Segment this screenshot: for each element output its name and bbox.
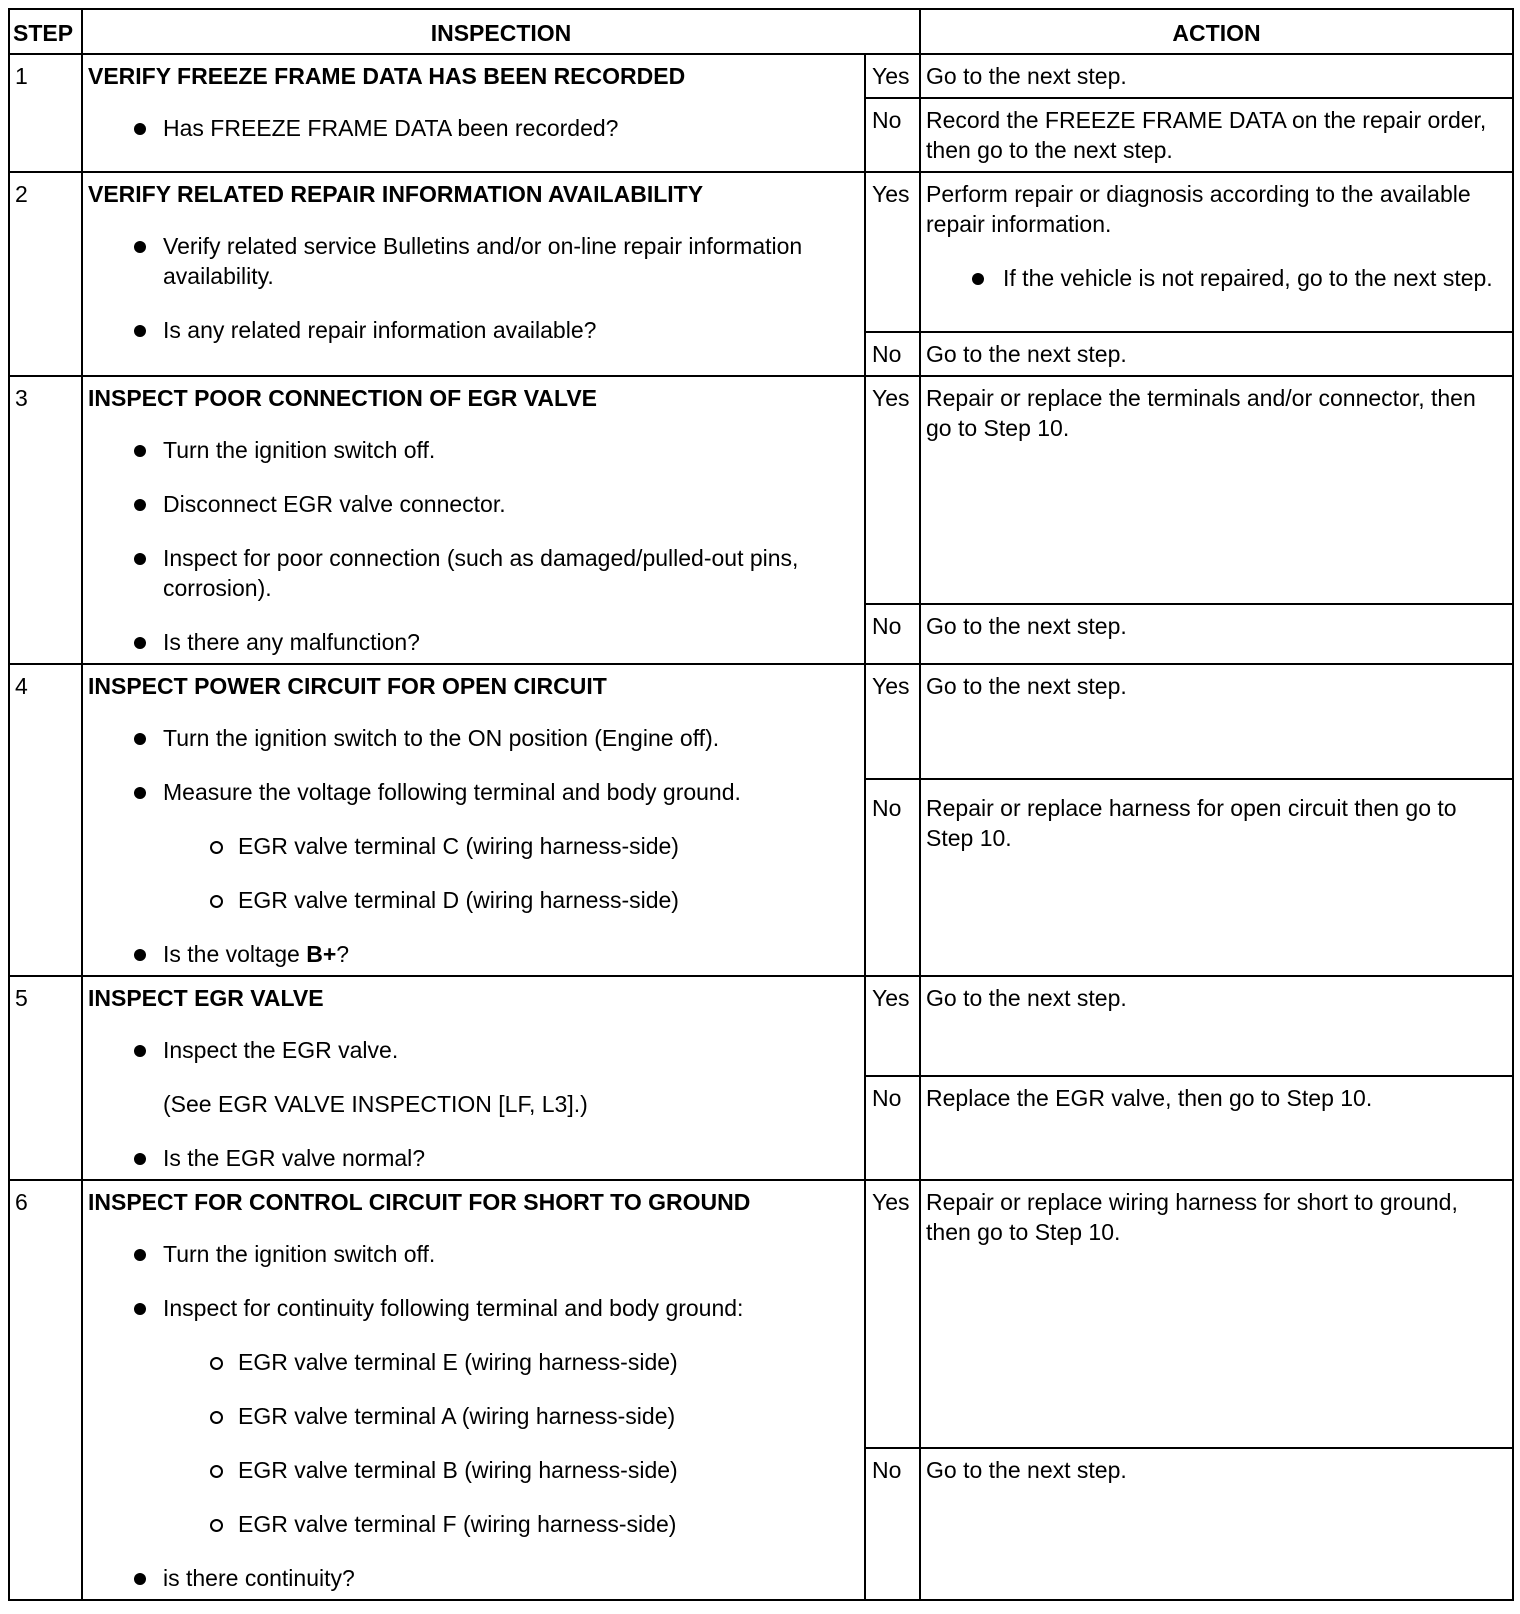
table-row (9, 976, 1513, 1076)
table-row (9, 54, 1513, 98)
step-number: 2 (9, 172, 82, 376)
inspection-bullet: Is there any malfunction? (88, 627, 859, 657)
inspection-sub-bullet: EGR valve terminal B (wiring harness-side) (88, 1455, 859, 1485)
inspection-sub-bullet: EGR valve terminal C (wiring harness-side) (88, 831, 859, 861)
yes-action: Go to the next step. (920, 976, 1513, 1076)
yes-label: Yes (865, 172, 920, 332)
inspection-sub-bullet: EGR valve terminal A (wiring harness-side) (88, 1401, 859, 1431)
inspection-bullet-text: Measure the voltage following terminal and body ground. (163, 779, 741, 805)
no-action: Record the FREEZE FRAME DATA on the repair order, then go to the next step. (920, 98, 1513, 172)
yes-action: Go to the next step. (920, 54, 1513, 98)
no-label: No (865, 332, 920, 376)
inspection-bullet (88, 1293, 859, 1539)
action-bullet: If the vehicle is not repaired, go to the next step. (926, 263, 1507, 293)
inspection-bullet (88, 939, 859, 969)
step-inspection (82, 376, 865, 664)
bullet-text: ? (336, 941, 350, 967)
inspection-sub-bullet: EGR valve terminal D (wiring harness-side) (88, 885, 859, 915)
header-step: STEP (9, 9, 82, 54)
yes-action: Go to the next step. (920, 664, 1513, 779)
yes-label: Yes (865, 1180, 920, 1448)
no-action: Go to the next step. (920, 332, 1513, 376)
inspection-bullet: Inspect for poor connection (such as damaged/pulled-out pins, corrosion). (88, 543, 859, 603)
inspection-bullet: Inspect the EGR valve. (88, 1035, 859, 1065)
inspection-sub-bullet: EGR valve terminal E (wiring harness-side) (88, 1347, 859, 1377)
inspection-bullet: Turn the ignition switch off. (88, 435, 859, 465)
yes-action: Perform repair or diagnosis according to the available repair information. (926, 181, 1471, 237)
yes-action: Repair or replace the terminals and/or connector, then go to Step 10. (920, 376, 1513, 604)
step-number: 6 (9, 1180, 82, 1600)
header-action: ACTION (920, 9, 1513, 54)
inspection-bullet: Disconnect EGR valve connector. (88, 489, 859, 519)
inspection-bullet: Verify related service Bulletins and/or on-line repair information availability. (88, 231, 859, 291)
yes-label: Yes (865, 54, 920, 98)
table-row (9, 664, 1513, 779)
no-action: Go to the next step. (920, 604, 1513, 664)
yes-action-cell (920, 172, 1513, 332)
header-inspection: INSPECTION (82, 9, 920, 54)
no-action: Replace the EGR valve, then go to Step 10. (920, 1076, 1513, 1180)
step-title: INSPECT EGR VALVE (88, 985, 324, 1011)
no-label: No (865, 604, 920, 664)
step-title: VERIFY FREEZE FRAME DATA HAS BEEN RECORDED (88, 63, 686, 89)
no-label: No (865, 98, 920, 172)
inspection-bullet: Has FREEZE FRAME DATA been recorded? (88, 113, 859, 143)
diagnostic-table (8, 8, 1514, 1601)
yes-label: Yes (865, 376, 920, 604)
step-inspection (82, 664, 865, 976)
no-action: Repair or replace harness for open circuit then go to Step 10. (920, 779, 1513, 976)
table-row (9, 172, 1513, 332)
diagnostic-procedure-page (8, 8, 1512, 1610)
step-inspection (82, 54, 865, 172)
step-title: INSPECT POWER CIRCUIT FOR OPEN CIRCUIT (88, 673, 607, 699)
inspection-sub-bullet: EGR valve terminal F (wiring harness-side) (88, 1509, 859, 1539)
step-inspection (82, 976, 865, 1180)
no-label: No (865, 1448, 920, 1600)
inspection-bullet: Is the EGR valve normal? (88, 1143, 859, 1173)
yes-label: Yes (865, 976, 920, 1076)
inspection-bullet (88, 777, 859, 915)
table-row (9, 1180, 1513, 1448)
step-number: 4 (9, 664, 82, 976)
bullet-text: Is the voltage (163, 941, 307, 967)
step-number: 1 (9, 54, 82, 172)
step-inspection (82, 1180, 865, 1600)
table-row (9, 376, 1513, 604)
no-label: No (865, 779, 920, 976)
voltage-value: B+ (306, 941, 337, 967)
table-header-row (9, 9, 1513, 54)
step-title: INSPECT POOR CONNECTION OF EGR VALVE (88, 385, 598, 411)
step-inspection (82, 172, 865, 376)
step-number: 5 (9, 976, 82, 1180)
inspection-bullet: is there continuity? (88, 1563, 859, 1593)
no-action: Go to the next step. (920, 1448, 1513, 1600)
step-number: 3 (9, 376, 82, 664)
no-label: No (865, 1076, 920, 1180)
inspection-bullet: Is any related repair information available? (88, 315, 859, 345)
step-title: INSPECT FOR CONTROL CIRCUIT FOR SHORT TO GROUND (88, 1189, 751, 1215)
inspection-note: (See EGR VALVE INSPECTION [LF, L3].) (163, 1091, 588, 1117)
inspection-bullet: Turn the ignition switch to the ON position (Engine off). (88, 723, 859, 753)
inspection-bullet: Turn the ignition switch off. (88, 1239, 859, 1269)
inspection-bullet-text: Inspect for continuity following terminal and body ground: (163, 1295, 744, 1321)
yes-action: Repair or replace wiring harness for short to ground, then go to Step 10. (920, 1180, 1513, 1448)
yes-label: Yes (865, 664, 920, 779)
step-title: VERIFY RELATED REPAIR INFORMATION AVAILABILITY (88, 181, 704, 207)
